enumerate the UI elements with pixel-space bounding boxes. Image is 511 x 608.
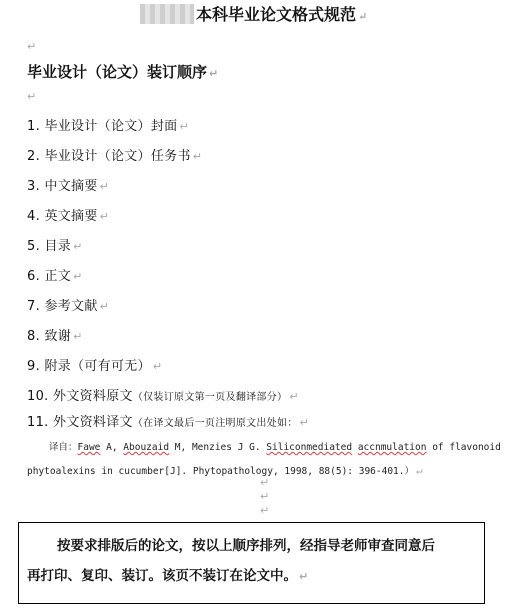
list-item: 9. 附录（可有可无） ↵	[27, 359, 163, 374]
list-item: 7. 参考文献 ↵	[27, 299, 110, 314]
notice-line: 按要求排版后的论文，按以上顺序排列，经指导老师审查同意后	[57, 538, 435, 554]
return-mark-icon: ↵	[260, 476, 270, 489]
reference-citation: 译自：Fawe A, Abouzaid M, Menzies J G. Siliconmediated accnmulation of flavonoid phytoalexins in cucumber[J]. Phytopathology, 1998, 88(5): 396-401.） ↵	[27, 442, 501, 477]
return-mark-icon: ↵	[209, 67, 219, 80]
return-mark-icon: ↵	[260, 504, 270, 517]
list-item: 10. 外文资料原文（仅装订原文第一页及翻译部分） ↵	[27, 389, 299, 404]
list-item: 3. 中文摘要 ↵	[27, 179, 110, 194]
return-mark-icon: ↵	[27, 40, 37, 53]
return-mark-icon: ↵	[27, 90, 37, 103]
list-item: 2. 毕业设计（论文）任务书 ↵	[27, 149, 203, 164]
list-item: 6. 正文 ↵	[27, 269, 83, 284]
notice-line: 再打印、复印、装订。该页不装订在论文中。 ↵	[27, 568, 309, 584]
return-mark-icon: ↵	[260, 490, 270, 503]
list-item: 4. 英文摘要 ↵	[27, 209, 110, 224]
notice-box	[18, 522, 485, 604]
list-item: 1. 毕业设计（论文）封面 ↵	[27, 119, 189, 134]
section-heading: 毕业设计（论文）装订顺序 ↵	[27, 63, 219, 81]
list-item: 8. 致谢 ↵	[27, 329, 83, 344]
return-mark-icon: ↵	[358, 10, 368, 23]
page-title: 本科毕业论文格式规范 ↵	[196, 5, 368, 24]
list-item: 5. 目录 ↵	[27, 239, 83, 254]
blurred-logo	[140, 4, 194, 24]
list-item: 11. 外文资料译文（在译文最后一页注明原文出处如： ↵	[27, 415, 310, 430]
